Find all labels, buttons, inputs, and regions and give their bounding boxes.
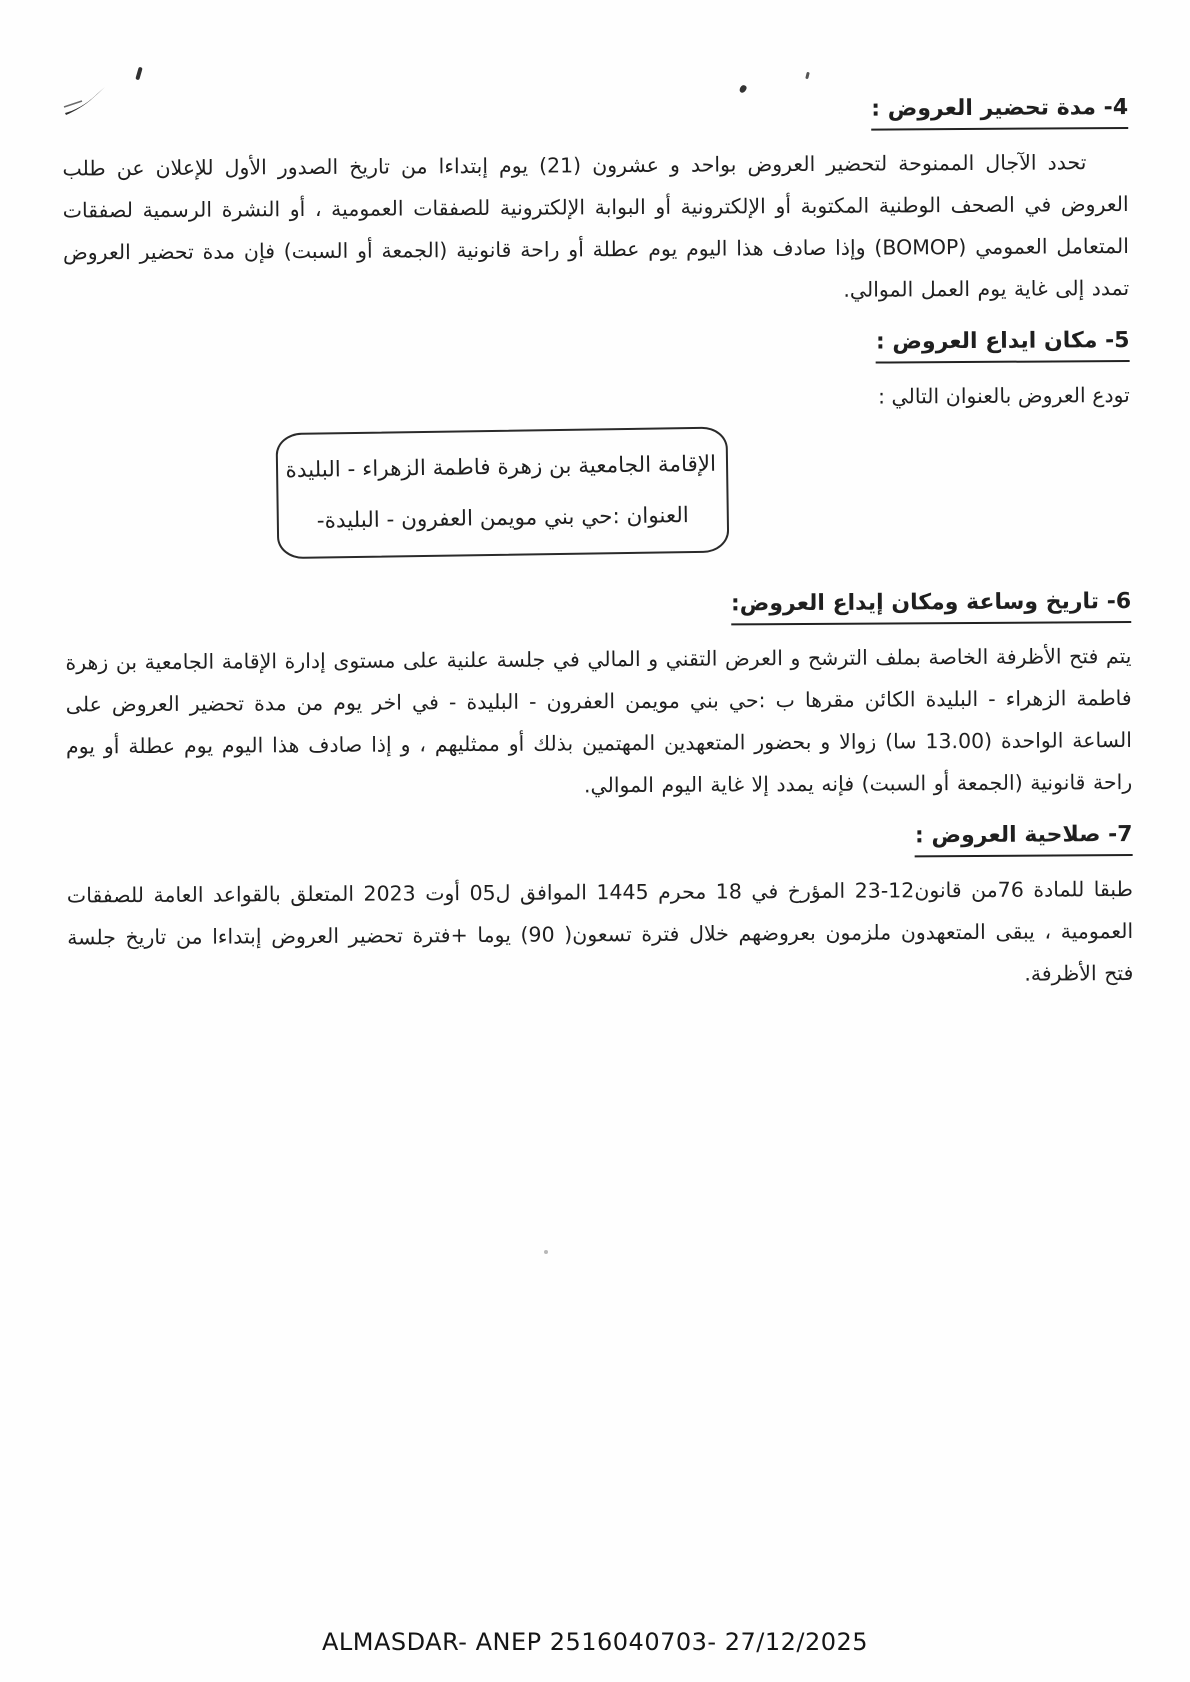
section-6-heading-text: 6- تاريخ وساعة ومكان إيداع العروض: (731, 586, 1131, 625)
section-4-heading-text: 4- مدة تحضير العروض : (871, 92, 1128, 130)
ink-speck (544, 1250, 548, 1254)
section-7-heading (66, 819, 1132, 862)
ink-speck (805, 72, 810, 80)
address-line-1: الإقامة الجامعية بن زهرة فاطمة الزهراء - البليدة (285, 451, 717, 483)
section-6-heading (65, 586, 1131, 629)
section-5-heading-text: 5- مكان ايداع العروض : (876, 325, 1130, 363)
section-7-heading-text: 7- صلاحية العروض : (915, 819, 1133, 857)
address-line-2: العنوان :حي بني مويمن العفرون - البليدة- (316, 502, 689, 534)
section-7-paragraph: طبقا للمادة 76من قانون12-23 المؤرخ في 18 محرم 1445 الموافق ل05 أوت 2023 المتعلق بالقواعد العامة للصفقات العمومية ، يبقى المتعهدون ملزمون بعروضهم خلال فترة تسعون( 90) يوما +فترة تحضير العروض إبتداءا من تاريخ جلسة فتح الأظرفة. (66, 876, 1134, 986)
document-body (62, 92, 1133, 1000)
section-5-heading (63, 325, 1129, 368)
section-4-paragraph: تحدد الآجال الممنوحة لتحضير العروض بواحد و عشرون (21) يوم إبتداءا من تاريخ الصدور الأول للإعلان عن طلب العروض في الصحف الوطنية المكتوبة أو الإلكترونية أو البوابة الإلكترونية للصفقات العمومية ، أو النشرة الرسمية لصفقات المتعامل العمومي (BOMOP) وإذا صادف هذا اليوم يوم عطلة أو راحة قانونية (الجمعة أو السبت) فإن مدة تحضير العروض تمدد إلى غاية يوم العمل الموالي. (62, 150, 1130, 302)
offers-address-box (276, 426, 730, 559)
section-4-heading (62, 92, 1128, 135)
section-6-paragraph: يتم فتح الأظرفة الخاصة بملف الترشح و العرض التقني و المالي في جلسة علنية على مستوى إدارة الإقامة الجامعية بن زهرة فاطمة الزهراء - البليدة الكائن مقرها ب :حي بني مويمن العفرون - البليدة - في اخر يوم من مدة تحضير العروض على الساعة الواحدة (13.00 سا) زوالا و بحضور المتعهدين المهتمين بذلك أو ممثليهم ، و إذا صادف هذا اليوم يوم عطلة أو يوم راحة قانونية (الجمعة أو السبت) فإنه يمدد إلا غاية اليوم الموالي. (65, 643, 1133, 798)
ink-speck (738, 84, 747, 94)
ink-tick-mark (135, 67, 142, 81)
footer-anep-reference: ALMASDAR- ANEP 2516040703- 27/12/2025 (321, 1628, 869, 1656)
section-5-intro: تودع العروض بالعنوان التالي : (877, 382, 1130, 409)
